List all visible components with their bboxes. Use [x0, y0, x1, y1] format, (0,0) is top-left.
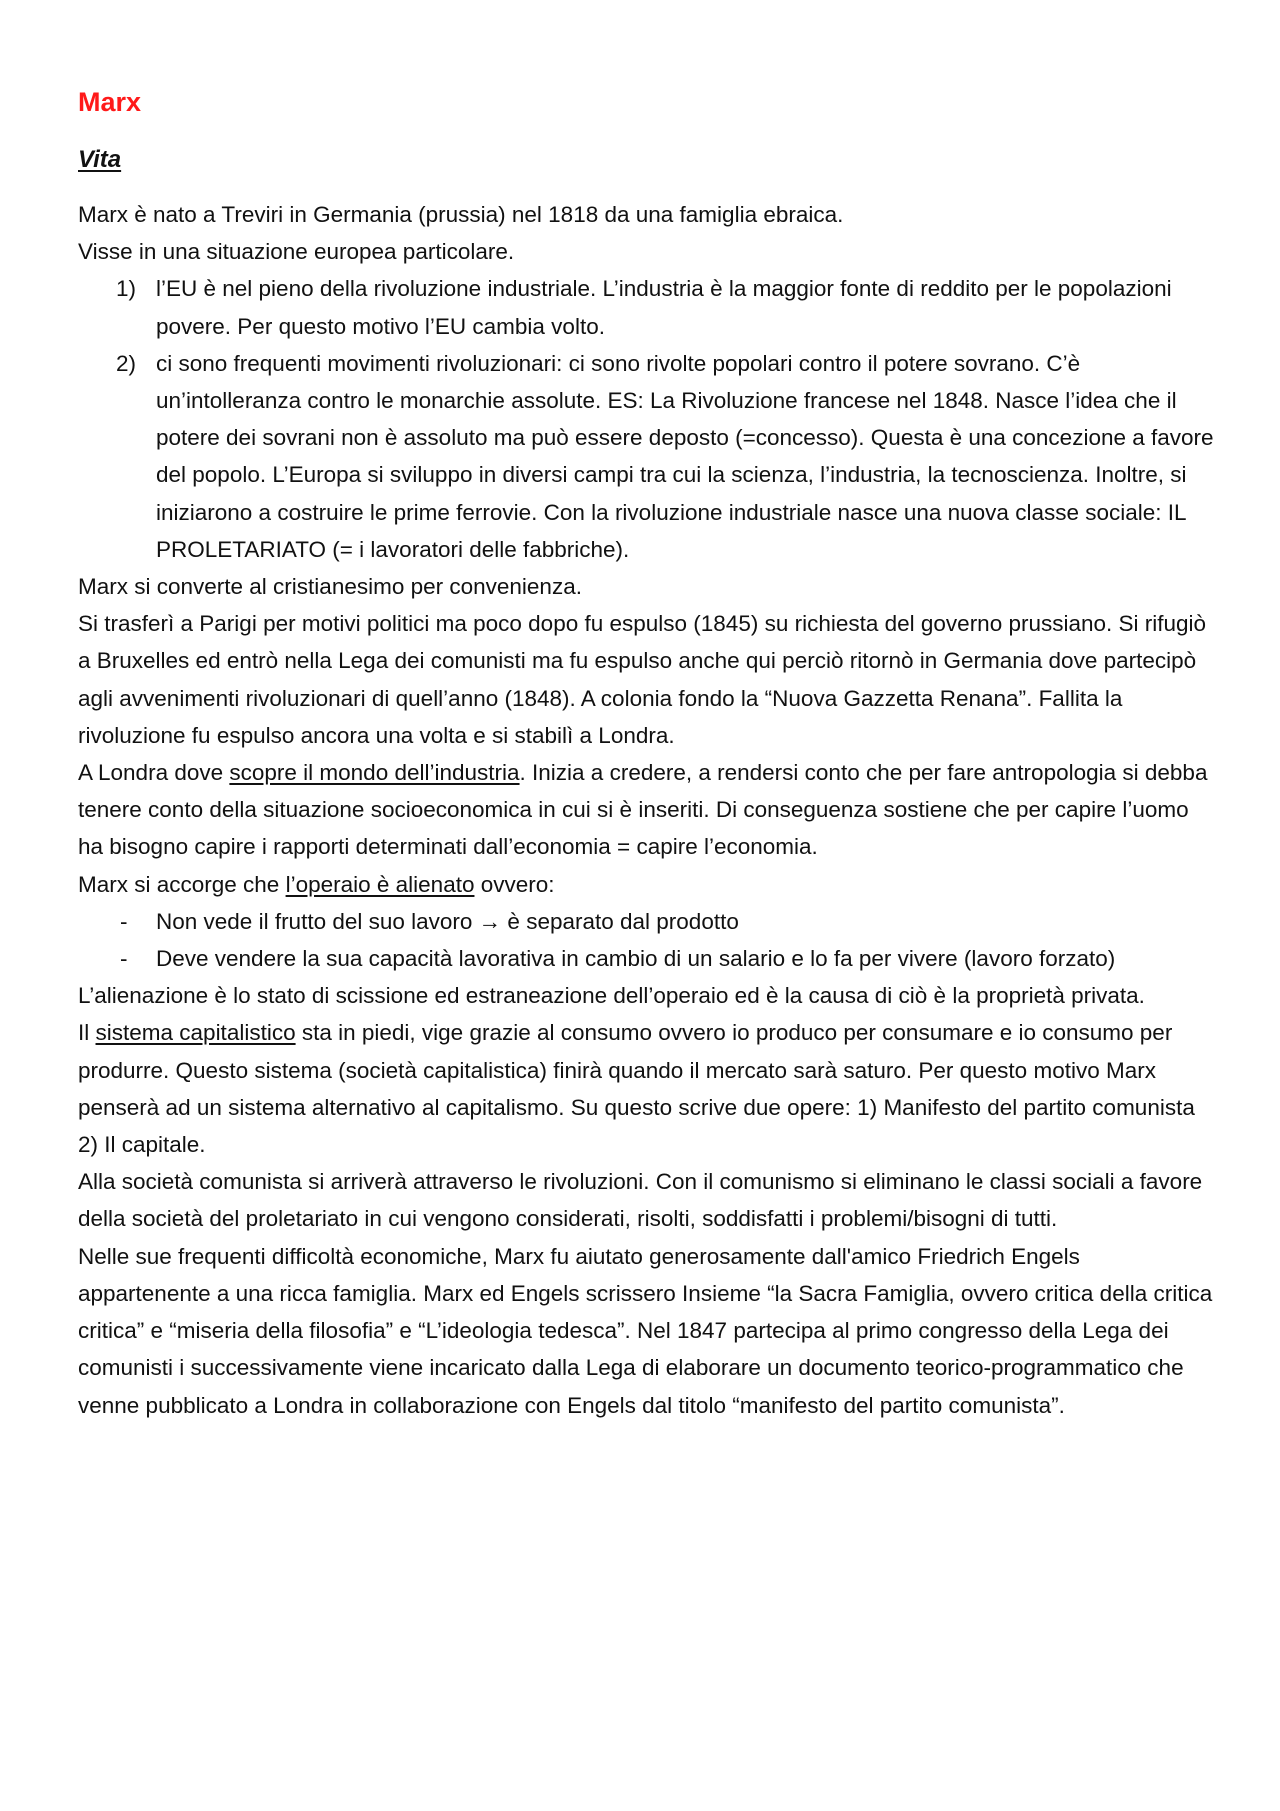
list-item [78, 940, 1214, 977]
section-heading: Vita [78, 146, 122, 173]
text-run: . Inizia a credere, a rendersi conto che per fare antropologia si debba tenere conto della situazione socioeconomica in cui si è inseriti. Di conseguenza sostiene che per capire l’uomo ha bisogno capire i rapporti determinati dall’economia = capire l’economia. [78, 760, 1208, 860]
paragraph-exile: Si trasferì a Parigi per motivi politici ma poco dopo fu espulso (1845) su richiesta del governo prussiano. Si rifugiò a Bruxelles ed entrò nella Lega dei comunisti ma fu espulso anche qui perciò ritornò in Germania dove partecipò agli avvenimenti rivoluzionari di quell’anno (1848). A colonia fondo la “Nuova Gazzetta Renana”. Fallita la rivoluzione fu espulso ancora una volta e si stabilì a Londra. [78, 611, 1207, 748]
text-run: A Londra dove [78, 760, 230, 786]
underlined-phrase: l’operaio è alienato [285, 871, 475, 897]
dash-list [78, 903, 1214, 977]
list-item [78, 903, 1214, 940]
list-marker: - [120, 908, 128, 934]
paragraph-context: Visse in una situazione europea particolare. [78, 239, 515, 265]
paragraph-alienation-intro [78, 866, 1214, 903]
list-item [78, 345, 1214, 568]
list-item-text: Non vede il frutto del suo lavoro → è separato dal prodotto [156, 908, 739, 934]
page-title: Marx [78, 87, 142, 117]
paragraph-alienation-definition: L’alienazione è lo stato di scissione ed estraneazione dell’operaio ed è la causa di ciò è la proprietà privata. [78, 983, 1145, 1009]
list-item [78, 270, 1214, 344]
underlined-phrase: scopre il mondo dell’industria [229, 760, 520, 786]
text-run: Marx si accorge che [78, 871, 286, 897]
paragraph-engels: Nelle sue frequenti difficoltà economiche, Marx fu aiutato generosamente dall'amico Friedrich Engels appartenente a una ricca famiglia. Marx ed Engels scrissero Insieme “la Sacra Famiglia, ovvero critica della critica critica” e “miseria della filosofia” e “L’ideologia tedesca”. Nel 1847 partecipa al primo congresso della Lega dei comunisti i successivamente viene incaricato dalla Lega di elaborare un documento teorico-programmatico che venne pubblicato a Londra in collaborazione con Engels dal titolo “manifesto del partito comunista”. [78, 1243, 1213, 1418]
paragraph-capitalism [78, 1014, 1214, 1163]
text-run: sta in piedi, vige grazie al consumo ovvero io produco per consumare e io consumo per produrre. Questo sistema (società capitalistica) finirà quando il mercato sarà saturo. Per questo motivo Marx penserà ad un sistema alternativo al capitalismo. Su questo scrive due opere: 1) Manifesto del partito comunista 2) Il capitale. [78, 1020, 1195, 1158]
list-item-text: Deve vendere la sua capacità lavorativa in cambio di un salario e lo fa per vivere (lavoro forzato) [156, 946, 1116, 972]
list-marker: 2) [116, 350, 137, 376]
text-run: Il [78, 1020, 96, 1046]
list-item-text: ci sono frequenti movimenti rivoluzionari: ci sono rivolte popolari contro il potere sovrano. C’è un’intolleranza contro le monarchie assolute. ES: La Rivoluzione francese nel 1848. Nasce l’idea che il potere dei sovrani non è assoluto ma può essere deposto (=concesso). Questa è una concezione a favore del popolo. L’Europa si sviluppo in diversi campi tra cui la scienza, l’industria, la tecnoscienza. Inoltre, si iniziarono a costruire le prime ferrovie. Con la rivoluzione industriale nasce una nuova classe sociale: IL PROLETARIATO (= i lavoratori delle fabbriche). [156, 350, 1214, 562]
paragraph-london [78, 754, 1214, 866]
paragraph-communism: Alla società comunista si arriverà attraverso le rivoluzioni. Con il comunismo si eliminano le classi sociali a favore della società del proletariato in cui vengono considerati, risolti, soddisfatti i problemi/bisogni di tutti. [78, 1169, 1203, 1232]
paragraph-conversion: Marx si converte al cristianesimo per convenienza. [78, 574, 582, 600]
list-item-text: l’EU è nel pieno della rivoluzione industriale. L’industria è la maggior fonte di reddito per le popolazioni povere. Per questo motivo l’EU cambia volto. [156, 276, 1172, 339]
document-page [78, 82, 1214, 1424]
list-marker: - [120, 946, 128, 972]
numbered-list [78, 270, 1214, 568]
text-run: ovvero: [474, 871, 555, 897]
list-marker: 1) [116, 276, 137, 302]
underlined-phrase: sistema capitalistico [95, 1020, 296, 1046]
paragraph-birth: Marx è nato a Treviri in Germania (prussia) nel 1818 da una famiglia ebraica. [78, 202, 844, 227]
